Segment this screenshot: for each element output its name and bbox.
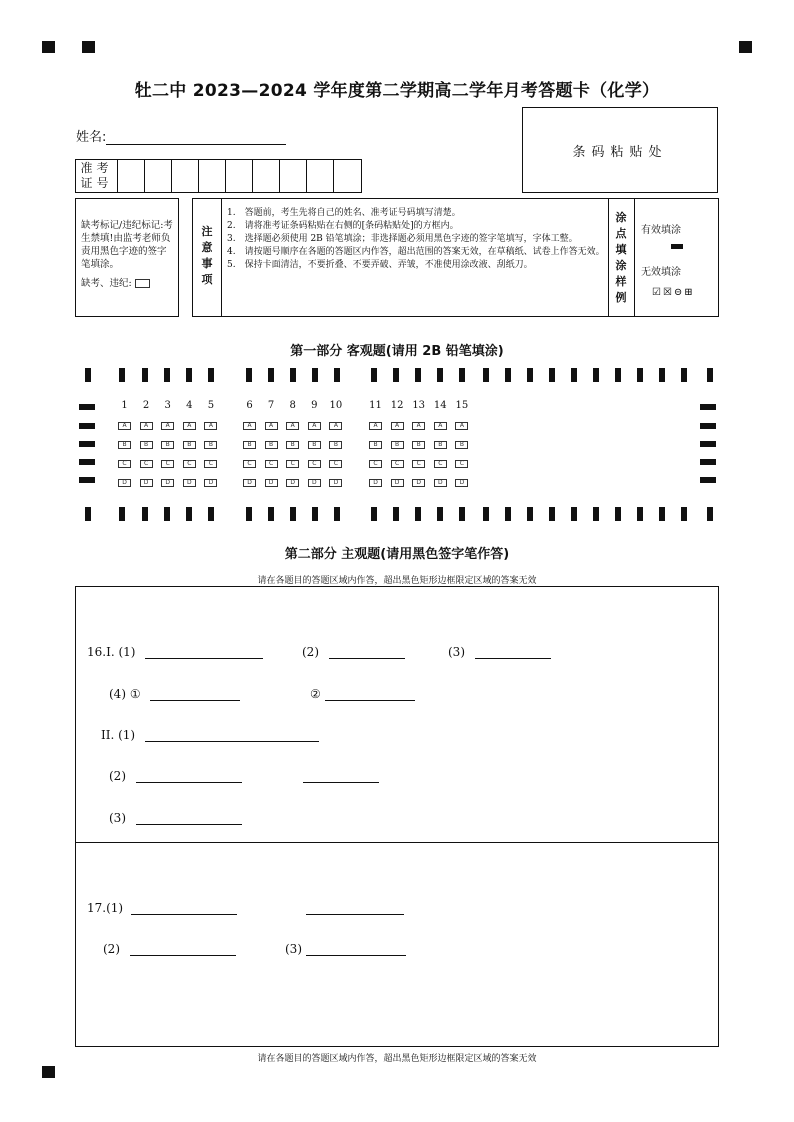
timing-mark [393, 368, 399, 382]
option-bubble-c[interactable]: C [391, 460, 404, 468]
q16-line2 [109, 687, 240, 701]
timing-mark [290, 507, 296, 521]
part2-title: 第二部分 主观题(请用黑色签字笔作答) [284, 547, 510, 562]
timing-mark [707, 368, 713, 382]
q16-line5 [109, 811, 242, 825]
question-number: 8 [289, 400, 296, 411]
q16-4-2-label: ② [310, 687, 321, 701]
absence-instructions: 缺考标记/违纪标记:考生禁填!由监考老师负责用黑色字迹的签字笔填涂。 [81, 220, 173, 270]
alignment-mark-top-left-1 [42, 41, 55, 53]
timing-mark [571, 507, 577, 521]
timing-mark [208, 368, 214, 382]
timing-mark [290, 368, 296, 382]
timing-mark [268, 507, 274, 521]
option-bubble-b[interactable]: B [434, 441, 447, 449]
option-bubble-a[interactable]: A [329, 422, 342, 430]
q16-line4 [109, 769, 242, 783]
q16-3-group [448, 645, 551, 659]
option-bubble-d[interactable]: D [140, 479, 153, 487]
timing-mark [208, 507, 214, 521]
q17-line1 [87, 901, 237, 915]
absence-mark-bubble[interactable] [135, 279, 150, 288]
option-bubble-c[interactable]: C [183, 460, 196, 468]
option-bubble-a[interactable]: A [286, 422, 299, 430]
q17-3-blank[interactable] [306, 943, 406, 956]
q16-3-label: (3) [448, 645, 465, 659]
timing-mark [312, 368, 318, 382]
q16-line1 [87, 645, 263, 659]
absence-mark-label: 缺考、违纪: [81, 278, 132, 289]
timing-mark [571, 368, 577, 382]
question-number: 10 [329, 400, 343, 411]
exam-id-cell[interactable] [118, 160, 145, 192]
timing-mark [527, 507, 533, 521]
q16-ii-2-blank-b-group [303, 769, 379, 783]
question-number: 1 [121, 400, 128, 411]
option-bubble-c[interactable]: C [434, 460, 447, 468]
option-bubble-a[interactable]: A [183, 422, 196, 430]
timing-mark [659, 507, 665, 521]
side-mark-right [700, 441, 716, 447]
notice-item: 5. 保持卡面清洁，不要折叠、不要弄破、弄皱，不准使用涂改液、刮纸刀。 [227, 260, 533, 270]
timing-mark [334, 368, 340, 382]
exam-id-cell[interactable] [199, 160, 226, 192]
side-mark-right [700, 423, 716, 429]
timing-mark [85, 368, 91, 382]
side-mark-left [79, 459, 95, 465]
timing-mark [615, 368, 621, 382]
option-bubble-d[interactable]: D [204, 479, 217, 487]
option-bubble-a[interactable]: A [161, 422, 174, 430]
option-bubble-a[interactable]: A [412, 422, 425, 430]
q16-ii-2-label: (2) [109, 769, 126, 783]
question-number: 14 [433, 400, 447, 411]
option-bubble-a[interactable]: A [391, 422, 404, 430]
option-bubble-a[interactable]: A [369, 422, 382, 430]
q17-3-group [285, 942, 406, 956]
q16-3-blank[interactable] [475, 646, 551, 659]
option-bubble-b[interactable]: B [183, 441, 196, 449]
question-number: 2 [142, 400, 150, 411]
timing-mark [637, 368, 643, 382]
option-bubble-c[interactable]: C [308, 460, 321, 468]
exam-id-cell[interactable] [226, 160, 253, 192]
timing-mark [437, 507, 443, 521]
option-bubble-c[interactable]: C [455, 460, 468, 468]
timing-mark [393, 507, 399, 521]
timing-mark [119, 507, 125, 521]
side-mark-left [79, 423, 95, 429]
fill-example-heading: 涂点填涂样例 [615, 211, 627, 304]
option-bubble-b[interactable]: B [265, 441, 278, 449]
answer-box-q16[interactable] [75, 586, 719, 843]
question-number: 3 [164, 400, 171, 411]
option-bubble-d[interactable]: D [243, 479, 256, 487]
timing-mark [371, 507, 377, 521]
timing-mark [681, 507, 687, 521]
option-bubble-b[interactable]: B [204, 441, 217, 449]
option-bubble-b[interactable]: B [412, 441, 425, 449]
option-bubble-b[interactable]: B [308, 441, 321, 449]
q17-1-blank-a[interactable] [131, 902, 237, 915]
q16-4-2-group [310, 687, 415, 701]
option-bubble-d[interactable]: D [161, 479, 174, 487]
timing-mark [637, 507, 643, 521]
timing-mark [246, 507, 252, 521]
option-bubble-a[interactable]: A [140, 422, 153, 430]
invalid-fill-examples-icon: ☑☒⊝⊞ [652, 287, 695, 298]
option-bubble-b[interactable]: B [455, 441, 468, 449]
timing-mark [681, 368, 687, 382]
q16-1-label: 16.I. (1) [87, 645, 136, 659]
option-bubble-b[interactable]: B [391, 441, 404, 449]
timing-mark [119, 368, 125, 382]
q17-line2 [103, 942, 236, 956]
option-bubble-b[interactable]: B [286, 441, 299, 449]
timing-mark [659, 368, 665, 382]
q17-2-blank[interactable] [130, 943, 236, 956]
option-bubble-b[interactable]: B [161, 441, 174, 449]
q16-4-label: (4) ① [109, 687, 141, 701]
option-bubble-b[interactable]: B [329, 441, 342, 449]
option-bubble-d[interactable]: D [286, 479, 299, 487]
option-bubble-c[interactable]: C [140, 460, 153, 468]
notice-item: 2. 请将准考证条码粘贴在右侧的[条码粘贴处]的方框内。 [227, 221, 459, 231]
answer-area-note-bottom: 请在各题目的答题区域内作答，超出黑色矩形边框限定区域的答案无效 [257, 1054, 537, 1064]
option-bubble-d[interactable]: D [412, 479, 425, 487]
absence-box [75, 198, 179, 317]
timing-mark [268, 368, 274, 382]
timing-mark [483, 368, 489, 382]
option-bubble-d[interactable]: D [455, 479, 468, 487]
timing-mark [593, 368, 599, 382]
option-bubble-b[interactable]: B [243, 441, 256, 449]
side-mark-right [700, 459, 716, 465]
question-number: 12 [390, 400, 404, 411]
alignment-mark-bottom-left [42, 1066, 55, 1078]
exam-id-cell[interactable] [334, 160, 361, 192]
option-bubble-a[interactable]: A [243, 422, 256, 430]
option-bubble-d[interactable]: D [391, 479, 404, 487]
timing-mark [142, 368, 148, 382]
side-mark-left [79, 477, 95, 483]
name-field[interactable] [76, 126, 286, 145]
option-bubble-d[interactable]: D [183, 479, 196, 487]
question-number: 5 [207, 400, 215, 411]
option-bubble-a[interactable]: A [118, 422, 131, 430]
option-bubble-a[interactable]: A [455, 422, 468, 430]
timing-mark [415, 368, 421, 382]
q17-3-label: (3) [285, 942, 302, 956]
option-bubble-a[interactable]: A [204, 422, 217, 430]
option-bubble-c[interactable]: C [329, 460, 342, 468]
timing-mark [707, 507, 713, 521]
question-number: 13 [412, 400, 426, 411]
q16-ii-3-label: (3) [109, 811, 126, 825]
q16-ii-1-blank[interactable] [145, 729, 319, 742]
question-number: 4 [186, 400, 193, 411]
question-number: 15 [455, 400, 469, 411]
notice-heading: 注意事项 [201, 225, 213, 286]
timing-mark [142, 507, 148, 521]
side-mark-right [700, 477, 716, 483]
exam-id-grid[interactable] [75, 159, 362, 193]
option-bubble-a[interactable]: A [308, 422, 321, 430]
q16-ii-3-blank[interactable] [136, 812, 242, 825]
timing-mark [246, 368, 252, 382]
q16-1-blank[interactable] [145, 646, 263, 659]
answer-area-note-top: 请在各题目的答题区域内作答，超出黑色矩形边框限定区域的答案无效 [257, 576, 537, 586]
q16-4-1-blank[interactable] [150, 688, 240, 701]
valid-fill-label: 有效填涂 [641, 225, 681, 236]
option-bubble-c[interactable]: C [204, 460, 217, 468]
exam-id-label: 准考证号 [76, 160, 118, 192]
q16-ii-2-blank-a[interactable] [136, 770, 242, 783]
option-bubble-c[interactable]: C [161, 460, 174, 468]
alignment-mark-top-right [739, 41, 752, 53]
timing-mark [549, 507, 555, 521]
option-bubble-d[interactable]: D [329, 479, 342, 487]
side-mark-left [79, 404, 95, 410]
question-number: 7 [267, 400, 275, 411]
option-bubble-d[interactable]: D [118, 479, 131, 487]
valid-fill-example [671, 244, 683, 249]
question-number: 6 [246, 400, 253, 411]
q16-ii-1-label: II. (1) [101, 728, 136, 742]
option-bubble-d[interactable]: D [434, 479, 447, 487]
option-bubble-c[interactable]: C [243, 460, 256, 468]
q16-2-blank[interactable] [329, 646, 405, 659]
notice-item: 3. 选择题必须使用 2B 铅笔填涂；非选择题必须用黑色字迹的签字笔填写，字体工整。 [227, 234, 578, 244]
timing-mark [527, 368, 533, 382]
exam-id-cell[interactable] [172, 160, 199, 192]
q16-line3 [101, 728, 319, 742]
option-bubble-c[interactable]: C [286, 460, 299, 468]
option-bubble-a[interactable]: A [265, 422, 278, 430]
option-bubble-c[interactable]: C [118, 460, 131, 468]
barcode-area: 条码粘贴处 [522, 107, 718, 193]
option-bubble-c[interactable]: C [265, 460, 278, 468]
timing-mark [615, 507, 621, 521]
option-bubble-b[interactable]: B [118, 441, 131, 449]
timing-mark [549, 368, 555, 382]
q17-2-label: (2) [103, 942, 120, 956]
q17-1-blank-b-group [306, 901, 404, 915]
timing-mark [371, 368, 377, 382]
part1-title: 第一部分 客观题(请用 2B 铅笔填涂) [290, 344, 504, 359]
timing-mark [505, 368, 511, 382]
timing-mark [186, 368, 192, 382]
timing-mark [593, 507, 599, 521]
invalid-fill-label: 无效填涂 [641, 267, 681, 278]
name-input-line[interactable] [106, 131, 286, 145]
timing-mark [186, 507, 192, 521]
timing-mark [459, 368, 465, 382]
option-bubble-c[interactable]: C [369, 460, 382, 468]
q16-2-label: (2) [302, 645, 319, 659]
side-mark-right [700, 404, 716, 410]
option-bubble-d[interactable]: D [265, 479, 278, 487]
timing-mark [437, 368, 443, 382]
option-bubble-c[interactable]: C [412, 460, 425, 468]
exam-id-cell[interactable] [280, 160, 307, 192]
q16-ii-2-blank-b[interactable] [303, 770, 379, 783]
option-bubble-d[interactable]: D [369, 479, 382, 487]
question-number: 11 [369, 400, 382, 411]
timing-mark [334, 507, 340, 521]
side-mark-left [79, 441, 95, 447]
notice-item: 4. 请按题号顺序在各题的答题区内作答，超出范围的答案无效，在草稿纸、试卷上作答无效。 [227, 247, 605, 257]
timing-mark [459, 507, 465, 521]
notice-item: 1. 答题前，考生先将自己的姓名、准考证号码填写清楚。 [227, 208, 461, 218]
timing-mark [505, 507, 511, 521]
timing-mark [312, 507, 318, 521]
absence-mark-row [81, 277, 174, 290]
timing-mark [164, 507, 170, 521]
option-bubble-a[interactable]: A [434, 422, 447, 430]
q16-4-2-blank[interactable] [325, 688, 415, 701]
question-number: 9 [311, 400, 318, 411]
notice-list [227, 207, 607, 272]
timing-mark [415, 507, 421, 521]
timing-mark [164, 368, 170, 382]
exam-id-cell[interactable] [307, 160, 334, 192]
timing-mark [85, 507, 91, 521]
option-bubble-d[interactable]: D [308, 479, 321, 487]
exam-id-cell[interactable] [145, 160, 172, 192]
alignment-mark-top-left-2 [82, 41, 95, 53]
q16-2-group [302, 645, 405, 659]
option-bubble-b[interactable]: B [369, 441, 382, 449]
page-title: 牡二中 2023—2024 学年度第二学期高二学年月考答题卡（化学） [134, 81, 660, 101]
exam-id-cell[interactable] [253, 160, 280, 192]
q17-1-label: 17.(1) [87, 901, 124, 915]
option-bubble-b[interactable]: B [140, 441, 153, 449]
name-label: 姓名: [76, 130, 107, 145]
timing-mark [483, 507, 489, 521]
q17-1-blank-b[interactable] [306, 902, 404, 915]
notice-box [192, 198, 719, 317]
